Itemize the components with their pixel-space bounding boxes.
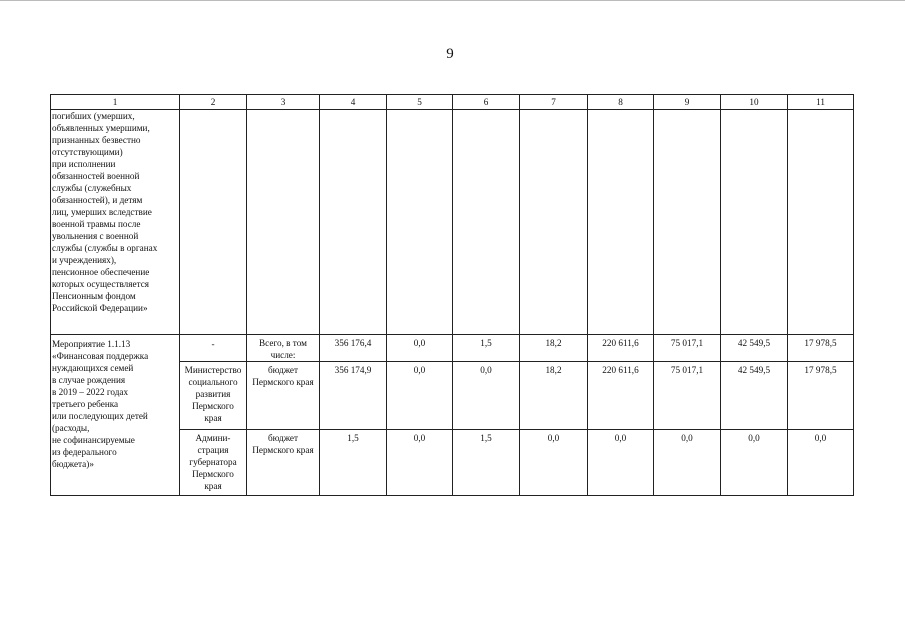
value-cell: 356 174,9 bbox=[320, 362, 387, 430]
value-cell: 42 549,5 bbox=[721, 362, 788, 430]
col-header: 9 bbox=[654, 95, 721, 110]
value-cell: 0,0 bbox=[453, 362, 520, 430]
budget-table bbox=[50, 94, 854, 496]
col-header: 7 bbox=[520, 95, 588, 110]
value-cell: 0,0 bbox=[387, 335, 453, 362]
col-header: 10 bbox=[721, 95, 788, 110]
col-header: 8 bbox=[588, 95, 654, 110]
page-number: 9 bbox=[446, 46, 454, 62]
col-header: 2 bbox=[180, 95, 247, 110]
col-header: 4 bbox=[320, 95, 387, 110]
value-cell: 75 017,1 bbox=[654, 335, 721, 362]
col-header: 1 bbox=[51, 95, 180, 110]
col-header: 3 bbox=[247, 95, 320, 110]
value-cell: 42 549,5 bbox=[721, 335, 788, 362]
value-cell: 1,5 bbox=[453, 430, 520, 496]
value-cell: 0,0 bbox=[654, 430, 721, 496]
page-top-edge bbox=[0, 0, 905, 1]
source-cell: Всего, в том числе: bbox=[247, 335, 320, 362]
table-row-total bbox=[51, 335, 854, 362]
header-row bbox=[51, 95, 854, 110]
source-cell: бюджет Пермского края bbox=[247, 362, 320, 430]
value-cell: 18,2 bbox=[520, 335, 588, 362]
value-cell: 0,0 bbox=[721, 430, 788, 496]
value-cell: 0,0 bbox=[387, 430, 453, 496]
value-cell: 0,0 bbox=[520, 430, 588, 496]
col-header: 11 bbox=[788, 95, 854, 110]
value-cell: 0,0 bbox=[588, 430, 654, 496]
measure-text: Мероприятие 1.1.13 «Финансовая поддержка нуждающихся семей в случае рождения в 2019 – 2022 годах третьего ребенка или последующих детей (расходы, не софинансируемые из федерального бюджета)» bbox=[51, 335, 180, 496]
value-cell: 17 978,5 bbox=[788, 335, 854, 362]
value-cell: 220 611,6 bbox=[588, 362, 654, 430]
value-cell: 0,0 bbox=[788, 430, 854, 496]
source-cell: бюджет Пермского края bbox=[247, 430, 320, 496]
continuation-row bbox=[51, 110, 854, 335]
executor-cell: Министерство социального развития Пермского края bbox=[180, 362, 247, 430]
value-cell: 1,5 bbox=[320, 430, 387, 496]
value-cell: 220 611,6 bbox=[588, 335, 654, 362]
executor-cell: Админи- страция губернатора Пермского края bbox=[180, 430, 247, 496]
value-cell: 75 017,1 bbox=[654, 362, 721, 430]
value-cell: 1,5 bbox=[453, 335, 520, 362]
continuation-text: погибших (умерших, объявленных умершими, признанных безвестно отсутствующими) при исполнении обязанностей военной службы (служебных обязанностей), и детям лиц, умерших вследствие военной травмы после увольнения с военной службы (службы в органах и учреждениях), пенсионное обеспечение которых осуществляется Пенсионным фондом Российской Федерации» bbox=[51, 110, 180, 335]
col-header: 6 bbox=[453, 95, 520, 110]
executor-cell: - bbox=[180, 335, 247, 362]
value-cell: 356 176,4 bbox=[320, 335, 387, 362]
value-cell: 17 978,5 bbox=[788, 362, 854, 430]
col-header: 5 bbox=[387, 95, 453, 110]
value-cell: 18,2 bbox=[520, 362, 588, 430]
value-cell: 0,0 bbox=[387, 362, 453, 430]
